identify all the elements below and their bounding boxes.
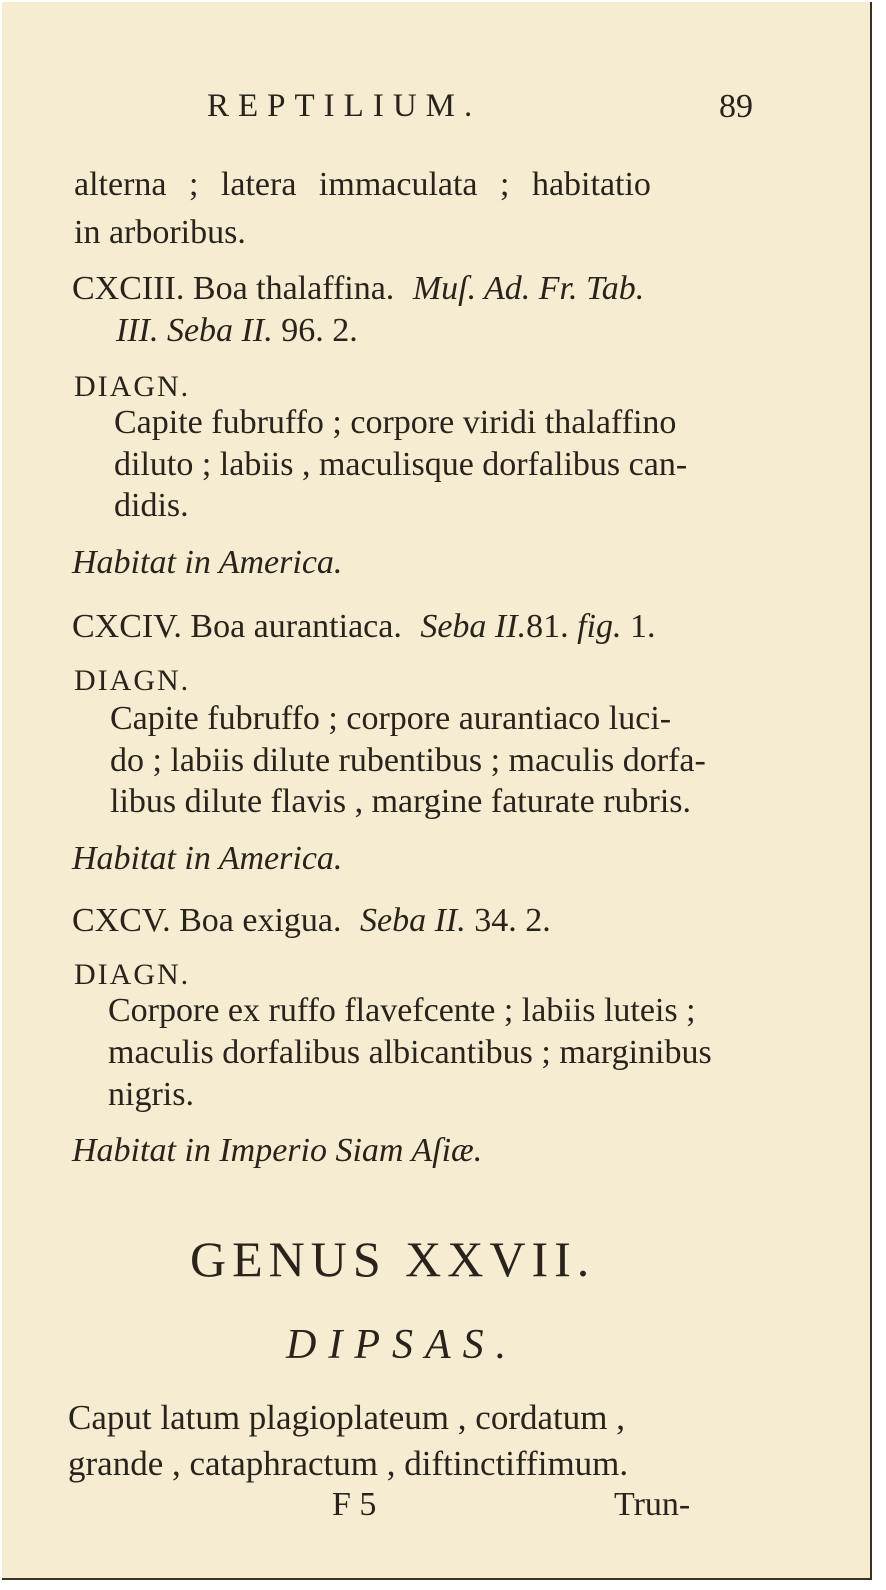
page-number: 89 [719,88,753,125]
diagn-line: libus dilute flavis , margine faturate rubris. [110,783,692,820]
diagn-label: DIAGN. [74,370,191,403]
reference-fig: fig. [577,608,622,645]
habitat-line: Habitat in America. [72,840,343,877]
reference-italic: Seba II. [360,902,466,939]
diagn-label: DIAGN. [74,958,191,991]
diagn-line: diluto ; labiis , maculisque dorfalibus can- [114,446,688,483]
diagn-label: DIAGN. [74,664,191,697]
signature-mark: F 5 [332,1486,377,1523]
diagn-line: Capite fubruffo ; corpore aurantiaco luci- [110,700,672,737]
reference-italic: Seba II. [420,608,527,645]
diagn-line: Capite fubruffo ; corpore viridi thalaffino [114,404,677,441]
habitat-line: Habitat in America. [72,544,343,581]
entry-number: CXCIII. [72,270,185,307]
reference-plain: 34. 2. [474,902,551,939]
reference-plain: 81. [526,608,569,645]
species-name: Boa thalaffina. [192,270,395,307]
species-name: Boa exigua. [179,902,342,939]
diagn-line: didis. [114,487,189,524]
reference-italic: III. Seba II. [116,312,273,349]
genus-heading: GENUS XXVII. [190,1231,596,1287]
genus-name: DIPSAS. [286,1322,519,1368]
reference-plain: 1. [630,608,656,645]
diagn-line: maculis dorfalibus albicantibus ; marginibus [108,1034,712,1071]
entry-heading-cxcv [72,904,551,938]
description-line-2: grande , cataphractum , diftinctiffimum. [68,1444,629,1483]
diagn-line: Corpore ex ruffo flavefcente ; labiis luteis ; [108,992,696,1029]
entry-reference-cxciii [116,314,358,348]
running-header-title: REPTILIUM. [207,88,482,124]
diagn-line: do ; labiis dilute rubentibus ; maculis dorfa- [110,742,706,779]
catchword: Trun- [614,1486,691,1523]
entry-number: CXCV. [72,902,171,939]
continuation-line-1: alterna ; latera immaculata ; habitatio [74,166,651,203]
continuation-line-2: in arboribus. [74,214,246,251]
habitat-line: Habitat in Imperio Siam Aſiæ. [72,1132,483,1169]
description-line-1: Caput latum plagioplateum , cordatum , [68,1398,625,1437]
entry-number: CXCIV. [72,608,182,645]
diagn-line: nigris. [108,1076,194,1113]
species-name: Boa aurantiaca. [190,608,402,645]
entry-heading-cxciv [72,610,656,644]
reference-plain: 96. 2. [281,312,358,349]
entry-heading-cxciii [72,272,644,306]
reference-italic: Muſ. Ad. Fr. Tab. [412,270,645,307]
book-page [2,2,872,1580]
